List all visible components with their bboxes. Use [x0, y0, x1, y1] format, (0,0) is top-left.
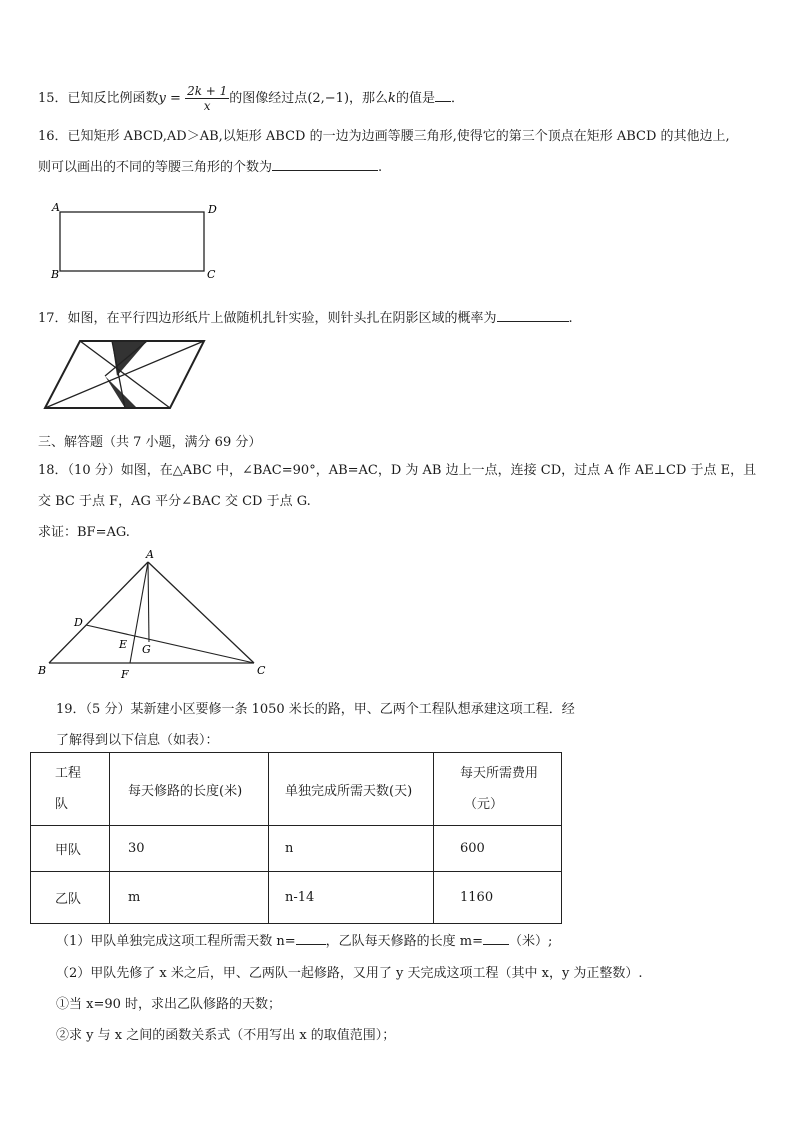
q15-frac-num: 2k + 1: [187, 84, 228, 98]
q15-mid2: ，那么: [349, 91, 389, 106]
q19-sub2-1: ①当 x=90 时，求出乙队修路的天数；: [56, 997, 282, 1012]
header-team-1: 工程: [55, 766, 82, 781]
q19-sub2-2: ②求 y 与 x 之间的函数关系式（不用写出 x 的取值范围）；: [56, 1028, 396, 1043]
q17-answer-blank[interactable]: [497, 321, 569, 322]
rect-label-b: B: [51, 268, 60, 281]
q19-sub1: [56, 930, 552, 949]
table-row: [31, 872, 562, 924]
q18-line3: 求证：BF=AG.: [38, 525, 130, 540]
tri-label-f: F: [121, 668, 129, 681]
cell-len-b: m: [110, 872, 269, 924]
q19-sub1-a: （1）甲队单独完成这项工程所需天数 n=: [56, 934, 296, 949]
segment-ag: [148, 562, 149, 642]
q19-info-table: [30, 752, 562, 924]
header-length-text: 每天修路的长度(米): [128, 783, 243, 799]
q19-sub1-b: ，乙队每天修路的长度 m=: [325, 934, 484, 949]
q19-m-blank[interactable]: [483, 944, 509, 945]
rect-abcd: [60, 212, 204, 271]
q19-line1: 19．（5 分）某新建小区要修一条 1050 米长的路，甲、乙两个工程队想承建这项工程．经: [56, 702, 575, 717]
q19-sub2: （2）甲队先修了 x 米之后，甲、乙两队一起修路，又用了 y 天完成这项工程（其中 x，y 为正整数）.: [56, 966, 643, 981]
q18-triangle-figure: [36, 548, 276, 681]
tri-label-a: A: [146, 548, 154, 561]
tri-label-c: C: [257, 664, 266, 677]
q16-line2: [38, 156, 382, 175]
header-team: [31, 753, 110, 826]
q15-prefix: 15．已知反比例函数: [38, 91, 159, 106]
cell-len-a: 30: [110, 826, 269, 872]
q16-end: .: [378, 160, 383, 175]
q15-mid: 的图像经过点: [229, 91, 308, 106]
q16-line2-text: 则可以画出的不同的等腰三角形的个数为: [38, 160, 273, 175]
q15-k: k: [388, 91, 396, 106]
header-cost: [434, 753, 562, 826]
cell-team-b: 乙队: [31, 872, 110, 924]
segment-ac: [148, 562, 254, 663]
q15-answer-blank[interactable]: [435, 101, 451, 102]
q15-point: (2,−1): [307, 91, 350, 106]
q15-fraction: [185, 84, 229, 113]
header-cost-2: （元）: [464, 797, 504, 812]
q17-text: 17．如图，在平行四边形纸片上做随机扎针实验，则针头扎在阴影区域的概率为: [38, 311, 497, 326]
q18-line1: 18．（10 分）如图，在△ABC 中，∠BAC=90°，AB=AC，D 为 AB 边上一点，连接 CD，过点 A 作 AE⊥CD 于点 E，且: [38, 463, 757, 478]
header-team-2: 队: [55, 797, 69, 812]
table-header-row: [31, 753, 562, 826]
q15-line: [38, 84, 464, 114]
q15-end: ．: [450, 91, 464, 106]
rect-label-d: D: [208, 203, 217, 216]
tri-label-d: D: [74, 616, 83, 629]
q19-n-blank[interactable]: [296, 944, 326, 945]
q17-line: [38, 307, 573, 326]
q17-parallelogram-figure: [42, 338, 212, 418]
q16-rectangle-figure: [50, 202, 230, 282]
q19-sub1-c: （米）;: [509, 934, 553, 949]
tri-label-g: G: [142, 643, 151, 656]
cell-cost-b: 1160: [434, 872, 562, 924]
segment-dc: [86, 625, 254, 663]
table-row: [31, 826, 562, 872]
rect-label-a: A: [52, 201, 60, 214]
q16-line1: 16．已知矩形 ABCD,AD＞AB,以矩形 ABCD 的一边为边画等腰三角形,使得它的第三个顶点在矩形 ABCD 的其他边上,: [38, 129, 730, 144]
header-length: [110, 753, 269, 826]
q15-frac-den: x: [203, 99, 211, 113]
q19-line2: 了解得到以下信息（如表）：: [56, 733, 219, 748]
q15-y-eq: y =: [158, 91, 181, 106]
header-days: [269, 753, 434, 826]
q17-end: .: [568, 311, 573, 326]
tri-label-e: E: [119, 638, 128, 651]
cell-days-b: n-14: [269, 872, 434, 924]
q18-line2: 交 BC 于点 F，AG 平分∠BAC 交 CD 于点 G.: [38, 494, 311, 509]
cell-team-a: 甲队: [31, 826, 110, 872]
rect-label-c: C: [207, 268, 216, 281]
q15-suffix: 的值是: [395, 91, 435, 106]
cell-days-a: n: [269, 826, 434, 872]
header-days-text: 单独完成所需天数(天): [285, 783, 413, 799]
q16-answer-blank[interactable]: [272, 170, 378, 171]
tri-label-b: B: [38, 664, 47, 677]
header-cost-1: 每天所需费用: [460, 766, 539, 781]
section3-heading: 三、解答题（共 7 小题，满分 69 分）: [38, 435, 262, 450]
cell-cost-a: 600: [434, 826, 562, 872]
